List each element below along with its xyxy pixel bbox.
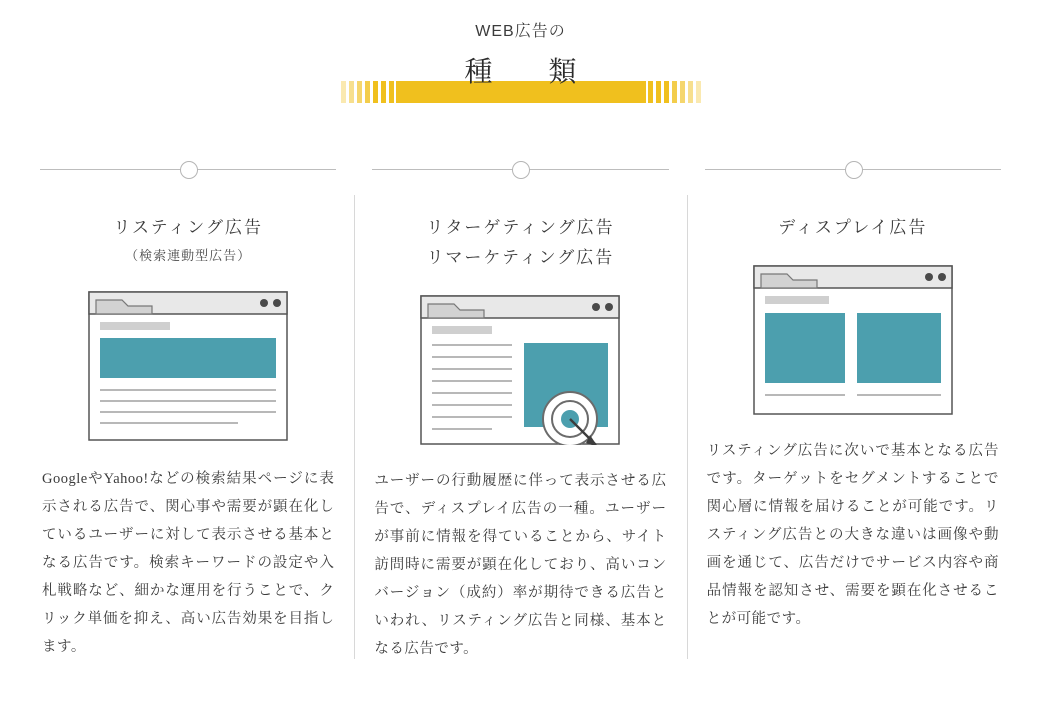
browser-window-with-two-banners-icon — [753, 265, 953, 415]
column-headings — [705, 213, 1001, 243]
browser-window-with-target-icon — [420, 295, 620, 445]
title-banner — [341, 55, 701, 105]
column-rule — [372, 157, 668, 183]
column-heading-secondary: リマーケティング広告 — [426, 248, 615, 267]
column-body-text: ユーザーの行動履歴に伴って表示させる広告で、ディスプレイ広告の一種。ユーザーが事前に情報を得ていることから、サイト訪問時に需要が顕在化しており、高いコンバージョン（成約）率が期待できる広告といわれ、リスティング広告と同様、基本となる広告です。 — [374, 473, 667, 657]
page-title: 種 類 — [464, 57, 591, 88]
rule-dot-icon — [512, 161, 530, 179]
header-subtitle: WEB広告の — [475, 23, 566, 40]
column-retargeting — [354, 157, 686, 667]
column-heading: リスティング広告 — [113, 218, 263, 237]
column-headings — [40, 213, 336, 269]
column-heading: リターゲティング広告 — [426, 218, 615, 237]
column-display — [687, 157, 1019, 667]
column-heading: ディスプレイ広告 — [778, 218, 928, 237]
column-headings — [372, 213, 668, 273]
rule-dot-icon — [180, 161, 198, 179]
column-listing — [22, 157, 354, 667]
column-body-text: リスティング広告に次いで基本となる広告です。ターゲットをセグメントすることで関心層に情報を届けることが可能です。リスティング広告との大きな違いは画像や動画を通じて、広告だけでサービス内容や商品情報を認知させ、需要を顕在化させることが可能です。 — [706, 443, 999, 627]
rule-dot-icon — [845, 161, 863, 179]
ad-type-columns — [0, 157, 1041, 667]
column-rule — [40, 157, 336, 183]
column-subheading: （検索連動型広告） — [125, 248, 252, 263]
browser-window-with-banner-icon — [88, 291, 288, 441]
column-body-text: GoogleやYahoo!などの検索結果ページに表示される広告で、関心事や需要が顕在化しているユーザーに対して表示させる基本となる広告です。検索キーワードの設定や入札戦略など、細かな運用を行うことで、クリック単価を抑え、高い広告効果を目指します。 — [42, 471, 335, 655]
page-header — [0, 0, 1041, 105]
column-rule — [705, 157, 1001, 183]
